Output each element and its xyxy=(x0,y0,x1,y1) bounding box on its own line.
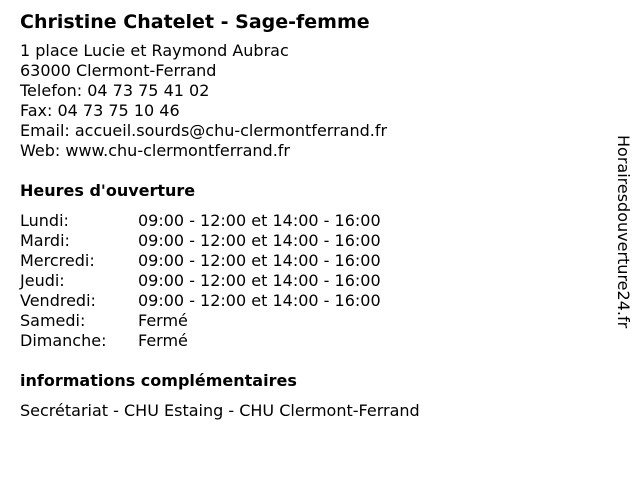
additional-info-text: Secrétariat - CHU Estaing - CHU Clermont-Ferrand xyxy=(20,401,420,420)
time-value: Fermé xyxy=(138,311,188,330)
day-label: Vendredi: xyxy=(20,291,96,310)
city-line: 63000 Clermont-Ferrand xyxy=(20,61,217,80)
opening-hours-heading: Heures d'ouverture xyxy=(20,181,196,200)
email-line: Email: accueil.sourds@chu-clermontferrand.fr xyxy=(20,121,388,140)
hours-row-thursday xyxy=(20,271,610,291)
watermark-text: Horairesdouverture24.fr xyxy=(614,135,633,329)
hours-row-friday xyxy=(20,291,610,311)
opening-hours-list xyxy=(20,211,610,351)
day-label: Mercredi: xyxy=(20,251,95,270)
street-address: 1 place Lucie et Raymond Aubrac xyxy=(20,41,289,60)
fax-line: Fax: 04 73 75 10 46 xyxy=(20,101,180,120)
day-label: Samedi: xyxy=(20,311,86,330)
address-block xyxy=(20,41,610,161)
day-label: Jeudi: xyxy=(20,271,65,290)
time-value: 09:00 - 12:00 et 14:00 - 16:00 xyxy=(138,231,381,250)
time-value: 09:00 - 12:00 et 14:00 - 16:00 xyxy=(138,271,381,290)
phone-line: Telefon: 04 73 75 41 02 xyxy=(20,81,210,100)
day-label: Dimanche: xyxy=(20,331,107,350)
day-label: Mardi: xyxy=(20,231,70,250)
time-value: Fermé xyxy=(138,331,188,350)
time-value: 09:00 - 12:00 et 14:00 - 16:00 xyxy=(138,211,381,230)
hours-row-saturday xyxy=(20,311,610,331)
day-label: Lundi: xyxy=(20,211,69,230)
website-line: Web: www.chu-clermontferrand.fr xyxy=(20,141,291,160)
hours-row-monday xyxy=(20,211,610,231)
hours-row-sunday xyxy=(20,331,610,351)
time-value: 09:00 - 12:00 et 14:00 - 16:00 xyxy=(138,251,381,270)
hours-row-tuesday xyxy=(20,231,610,251)
page-title: Christine Chatelet - Sage-femme xyxy=(20,11,370,33)
hours-row-wednesday xyxy=(20,251,610,271)
business-card xyxy=(20,10,610,421)
additional-info-heading: informations complémentaires xyxy=(20,371,297,390)
time-value: 09:00 - 12:00 et 14:00 - 16:00 xyxy=(138,291,381,310)
